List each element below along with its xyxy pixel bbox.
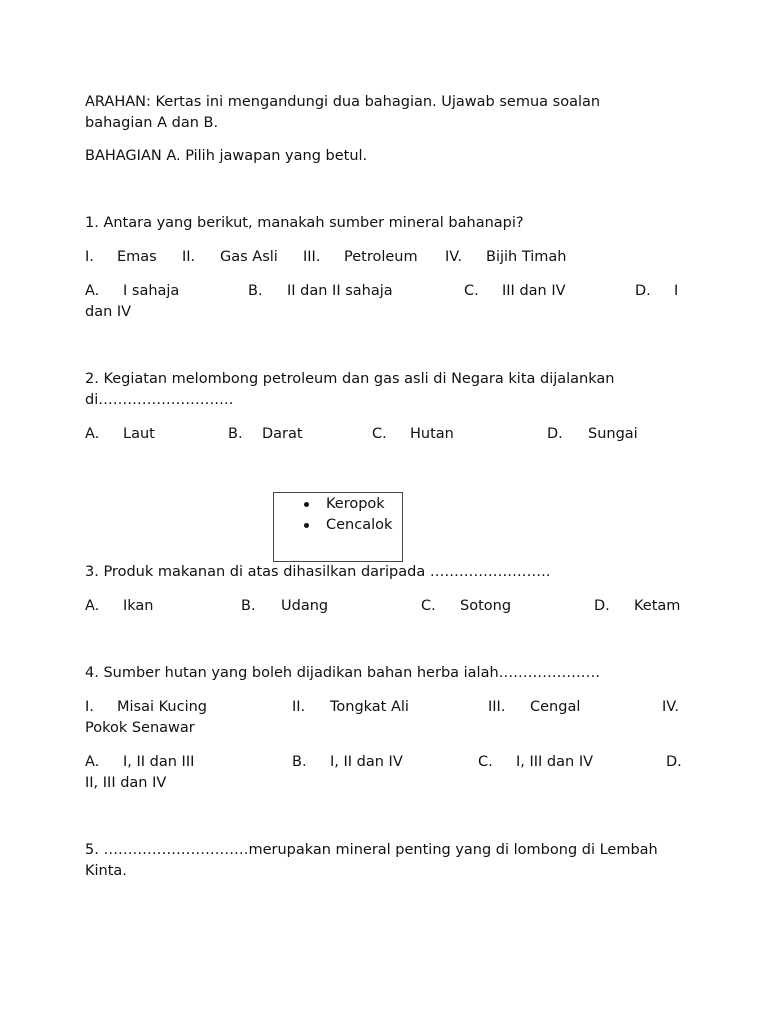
product-item: Cencalok xyxy=(326,517,393,533)
q4-option-letter: D. xyxy=(666,754,682,770)
q4-item-text: Cengal xyxy=(530,699,581,715)
question-5-stem-line-1: 5. …………………………merupakan mineral penting yang di lombong di Lembah xyxy=(85,842,658,858)
product-item: Keropok xyxy=(326,496,385,512)
bullet-icon xyxy=(304,523,309,528)
q4-option-text: I, II dan IV xyxy=(330,754,403,770)
q3-option-letter: D. xyxy=(594,598,610,614)
q4-item-num: I. xyxy=(85,699,94,715)
q3-option-text: Ikan xyxy=(123,598,154,614)
q4-item-text: Misai Kucing xyxy=(117,699,207,715)
q2-option-text: Laut xyxy=(123,426,155,442)
q4-option-letter: C. xyxy=(478,754,493,770)
q1-item-num: IV. xyxy=(445,249,462,265)
q2-option-letter: D. xyxy=(547,426,563,442)
q1-item-text: Emas xyxy=(117,249,157,265)
q2-option-letter: C. xyxy=(372,426,387,442)
q2-option-letter: B. xyxy=(228,426,243,442)
q3-option-text: Udang xyxy=(281,598,329,614)
q1-option-letter: D. xyxy=(635,283,651,299)
q4-option-text: I, II dan III xyxy=(123,754,195,770)
instruction-line-2: bahagian A dan B. xyxy=(85,115,219,131)
q4-option-wrap: II, III dan IV xyxy=(85,775,167,791)
q4-item-wrap: Pokok Senawar xyxy=(85,720,195,736)
q4-option-letter: B. xyxy=(292,754,307,770)
product-list-box xyxy=(273,492,403,562)
question-2-stem-line-1: 2. Kegiatan melombong petroleum dan gas asli di Negara kita dijalankan xyxy=(85,371,615,387)
question-1-stem: 1. Antara yang berikut, manakah sumber mineral bahanapi? xyxy=(85,215,524,231)
q1-option-text: I xyxy=(674,283,679,299)
q2-option-letter: A. xyxy=(85,426,100,442)
q4-item-text: Tongkat Ali xyxy=(330,699,409,715)
bullet-icon xyxy=(304,502,309,507)
q1-option-wrap: dan IV xyxy=(85,304,132,320)
q3-option-text: Sotong xyxy=(460,598,512,614)
q4-item-num: II. xyxy=(292,699,306,715)
q1-option-text: II dan II sahaja xyxy=(287,283,393,299)
q4-option-letter: A. xyxy=(85,754,100,770)
q3-option-letter: C. xyxy=(421,598,436,614)
q3-option-letter: A. xyxy=(85,598,100,614)
question-2-stem-line-2: di………………………. xyxy=(85,392,234,408)
q1-option-letter: A. xyxy=(85,283,100,299)
q1-option-letter: B. xyxy=(248,283,263,299)
q4-item-num: IV. xyxy=(662,699,679,715)
instruction-line-1: ARAHAN: Kertas ini mengandungi dua bahagian. Ujawab semua soalan xyxy=(85,94,601,110)
q1-item-num: II. xyxy=(182,249,196,265)
q1-item-num: III. xyxy=(303,249,321,265)
q1-option-letter: C. xyxy=(464,283,479,299)
q1-item-text: Bijih Timah xyxy=(486,249,567,265)
q3-option-text: Ketam xyxy=(634,598,681,614)
question-5-stem-line-2: Kinta. xyxy=(85,863,127,879)
q1-item-num: I. xyxy=(85,249,94,265)
q2-option-text: Darat xyxy=(262,426,303,442)
q1-option-text: I sahaja xyxy=(123,283,180,299)
q2-option-text: Sungai xyxy=(588,426,638,442)
q4-option-text: I, III dan IV xyxy=(516,754,594,770)
section-heading: BAHAGIAN A. Pilih jawapan yang betul. xyxy=(85,148,368,164)
q1-item-text: Petroleum xyxy=(344,249,418,265)
question-3-stem: 3. Produk makanan di atas dihasilkan daripada ……………………. xyxy=(85,564,551,580)
q1-item-text: Gas Asli xyxy=(220,249,278,265)
q3-option-letter: B. xyxy=(241,598,256,614)
q4-item-num: III. xyxy=(488,699,506,715)
q1-option-text: III dan IV xyxy=(502,283,566,299)
question-4-stem: 4. Sumber hutan yang boleh dijadikan bahan herba ialah………………… xyxy=(85,665,601,681)
q2-option-text: Hutan xyxy=(410,426,454,442)
